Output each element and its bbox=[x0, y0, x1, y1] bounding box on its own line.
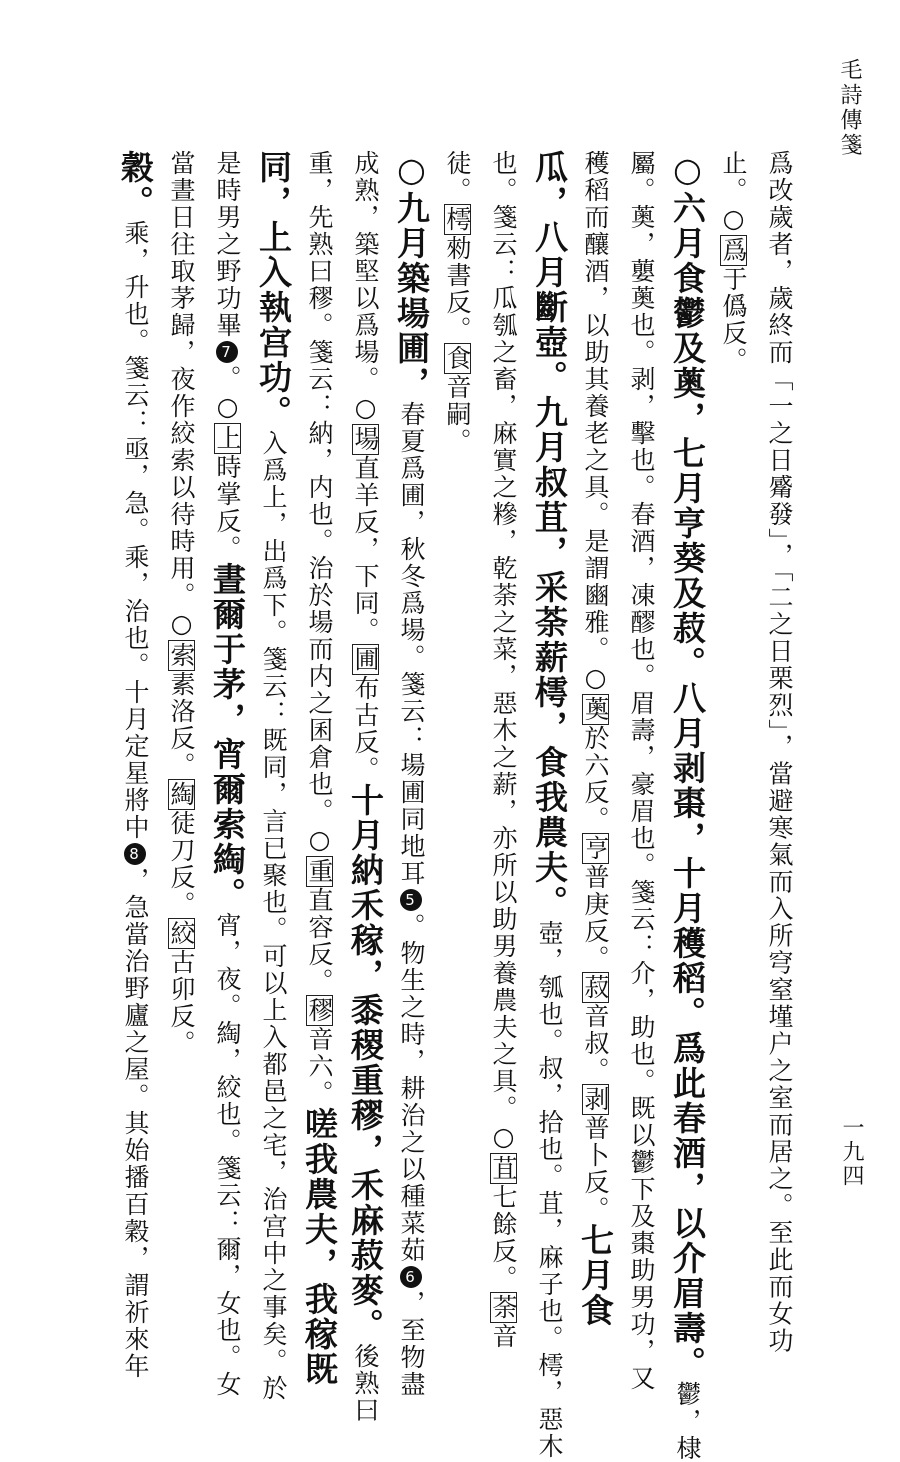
boxed-headword: 絞 bbox=[167, 920, 196, 947]
commentary-text: 爲改歲者，歲終而「一之日觱發」，「二之日栗烈」，當避寒氣而入所穹窒墐户之室而居之。至此而女功 bbox=[765, 150, 794, 1355]
text-column bbox=[526, 150, 572, 1460]
text-column bbox=[204, 150, 250, 1398]
verse-text: 七月食 bbox=[576, 1223, 615, 1328]
verse-text: 十月納禾稼，黍稷重穋，禾麻菽麥。 bbox=[346, 783, 385, 1343]
boxed-headword: 綯 bbox=[167, 781, 196, 808]
commentary-text: 壺，瓠也。叔，拾也。苴，麻子也。樗，惡木 bbox=[535, 920, 564, 1460]
boxed-headword: 索 bbox=[167, 642, 196, 669]
commentary-text: 音 bbox=[489, 1323, 518, 1350]
footnote-marker: 8 bbox=[124, 843, 146, 865]
footnote-marker: 6 bbox=[400, 1266, 422, 1288]
commentary-text: 直容反。 bbox=[305, 887, 334, 995]
boxed-headword: 苴 bbox=[489, 1155, 518, 1182]
verse-text: ○九月築場圃， bbox=[392, 150, 431, 401]
boxed-headword: 菽 bbox=[581, 974, 610, 1001]
commentary-text: 音叔。 bbox=[581, 1003, 610, 1084]
text-column bbox=[434, 150, 480, 1290]
verse-text: 晝爾于茅，宵爾索綯。 bbox=[208, 562, 247, 912]
commentary-text: 古卯反。 bbox=[167, 949, 196, 1057]
commentary-text: 。物生之時，耕治之以種菜茹 bbox=[397, 913, 426, 1264]
commentary-text: 春夏爲圃，秋冬爲場。箋云：場圃同地耳 bbox=[397, 401, 426, 887]
commentary-text: 普卜反。 bbox=[581, 1115, 610, 1223]
verse-text: 瓜，八月斷壺。九月叔苴，采荼薪樗，食我農夫。 bbox=[530, 150, 569, 920]
commentary-text: 鬱，棣 bbox=[673, 1381, 702, 1462]
commentary-text: 止。○ bbox=[719, 150, 748, 235]
commentary-text: 重，先熟曰穋。箋云：納，内也。治於場而内之囷倉也。○ bbox=[305, 150, 334, 856]
commentary-text: 音嗣。 bbox=[443, 374, 472, 455]
verse-text: 同，上入執宫功。 bbox=[254, 150, 293, 430]
commentary-text: ，急當治野廬之屋。其始播百穀，謂祈來年 bbox=[121, 867, 150, 1380]
boxed-headword: 圃 bbox=[351, 646, 380, 673]
text-column bbox=[480, 150, 526, 1350]
commentary-text: 徒。 bbox=[443, 150, 472, 204]
boxed-headword: 穋 bbox=[305, 997, 334, 1024]
footnote-marker: 7 bbox=[216, 341, 238, 363]
commentary-text: 成熟，築堅以爲場。○ bbox=[351, 150, 380, 424]
text-column bbox=[710, 150, 756, 1290]
text-column bbox=[664, 150, 710, 1462]
commentary-text: 直羊反，下同。 bbox=[351, 455, 380, 644]
commentary-text: 穫稻而釀酒，以助其養老之具。是謂豳雅。○ bbox=[581, 150, 610, 694]
running-title: 毛詩傳箋 bbox=[837, 58, 862, 158]
commentary-text: 乘，升也。箋云：亟，急。乘，治也。十月定星將中 bbox=[121, 220, 150, 841]
text-column bbox=[250, 150, 296, 1402]
commentary-text: 是時男之野功畢 bbox=[213, 150, 242, 339]
text-column bbox=[388, 150, 434, 1398]
commentary-text: 也。箋云：瓜瓠之畜，麻實之糝，乾荼之菜，惡木之薪，亦所以助男養農夫之具。○ bbox=[489, 150, 518, 1153]
text-column bbox=[296, 150, 342, 1387]
commentary-text: 音六。 bbox=[305, 1026, 334, 1107]
commentary-text: 素洛反。 bbox=[167, 671, 196, 779]
boxed-headword: 剥 bbox=[581, 1086, 610, 1113]
commentary-text: 于僞反。 bbox=[719, 266, 748, 374]
commentary-text: 當晝日往取茅歸，夜作絞索以待時用。○ bbox=[167, 150, 196, 640]
commentary-text: 時掌反。 bbox=[213, 454, 242, 562]
boxed-headword: 重 bbox=[305, 858, 334, 885]
commentary-text: ，至物盡 bbox=[397, 1290, 426, 1398]
commentary-text: 屬。薁，蘡薁也。剥，擊也。春酒，凍醪也。眉壽，豪眉也。箋云：介，助也。既以鬱下及棗助男功，又 bbox=[627, 150, 656, 1392]
boxed-headword: 上 bbox=[213, 425, 242, 452]
boxed-headword: 食 bbox=[443, 345, 472, 372]
verse-text: ○六月食鬱及薁，七月亨葵及菽。八月剥棗，十月穫稻。爲此春酒，以介眉壽。 bbox=[668, 150, 707, 1381]
commentary-text: 普庚反。 bbox=[581, 864, 610, 972]
commentary-text: 布古反。 bbox=[351, 675, 380, 783]
commentary-text: 七餘反。 bbox=[489, 1184, 518, 1292]
commentary-text: 於六反。 bbox=[581, 725, 610, 833]
verse-text: 嗟我農夫，我稼既 bbox=[300, 1107, 339, 1387]
commentary-text: 後熟曰 bbox=[351, 1343, 380, 1424]
page-number: 一九四 bbox=[839, 1116, 864, 1188]
commentary-text: 徒刀反。 bbox=[167, 810, 196, 918]
boxed-headword: 場 bbox=[351, 426, 380, 453]
boxed-headword: 亨 bbox=[581, 835, 610, 862]
commentary-text: 入爲上，出爲下。箋云：既同，言已聚也。可以上入都邑之宅，治宫中之事矣。於 bbox=[259, 430, 288, 1402]
verse-text: 穀。 bbox=[116, 150, 155, 220]
boxed-headword: 爲 bbox=[719, 237, 748, 264]
vertical-text-block bbox=[112, 150, 802, 1462]
text-column bbox=[756, 150, 802, 1355]
text-column bbox=[572, 150, 618, 1328]
boxed-headword: 薁 bbox=[581, 696, 610, 723]
commentary-text: 勑書反。 bbox=[443, 235, 472, 343]
footnote-marker: 5 bbox=[400, 889, 422, 911]
commentary-text: 宵，夜。綯，絞也。箋云：爾，女也。女 bbox=[213, 912, 242, 1398]
boxed-headword: 樗 bbox=[443, 206, 472, 233]
commentary-text: 。○ bbox=[213, 365, 242, 423]
text-column bbox=[342, 150, 388, 1424]
text-column bbox=[158, 150, 204, 1290]
text-column bbox=[112, 150, 158, 1380]
boxed-headword: 荼 bbox=[489, 1294, 518, 1321]
text-column bbox=[618, 150, 664, 1392]
